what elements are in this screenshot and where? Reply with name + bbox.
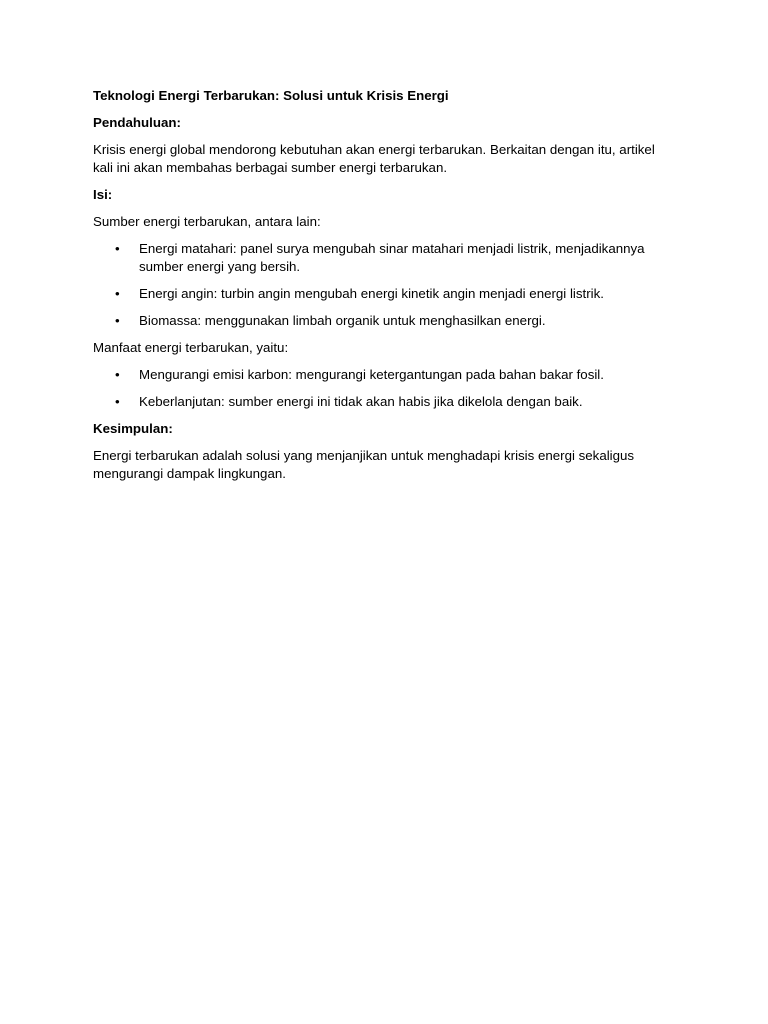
document-title: Teknologi Energi Terbarukan: Solusi untuk Krisis Energi [93, 88, 449, 103]
benefits-lead: Manfaat energi terbarukan, yaitu: [93, 340, 289, 355]
conclusion-heading: Kesimpulan: [93, 421, 173, 436]
benefits-list [93, 366, 672, 411]
list-item-text: Energi matahari: panel surya mengubah sinar matahari menjadi listrik, menjadikannya sumber energi yang bersih. [139, 241, 645, 274]
bullet-icon: • [115, 313, 120, 328]
bullet-icon: • [115, 286, 120, 301]
list-item-text: Biomassa: menggunakan limbah organik untuk menghasilkan energi. [139, 313, 546, 328]
conclusion-paragraph: Energi terbarukan adalah solusi yang menjanjikan untuk menghadapi krisis energi sekaligus mengurangi dampak lingkungan. [93, 448, 635, 481]
list-item [93, 366, 672, 384]
list-item-text: Energi angin: turbin angin mengubah energi kinetik angin menjadi energi listrik. [139, 286, 604, 301]
list-item [93, 393, 672, 411]
list-item [93, 240, 672, 276]
bullet-icon: • [115, 241, 120, 256]
intro-heading: Pendahuluan: [93, 115, 181, 130]
bullet-icon: • [115, 394, 120, 409]
sources-list [93, 240, 672, 330]
list-item [93, 285, 672, 303]
body-heading: Isi: [93, 187, 113, 202]
bullet-icon: • [115, 367, 120, 382]
list-item-text: Mengurangi emisi karbon: mengurangi ketergantungan pada bahan bakar fosil. [139, 367, 604, 382]
list-item-text: Keberlanjutan: sumber energi ini tidak akan habis jika dikelola dengan baik. [139, 394, 583, 409]
intro-paragraph: Krisis energi global mendorong kebutuhan akan energi terbarukan. Berkaitan dengan itu, artikel kali ini akan membahas berbagai sumber energi terbarukan. [93, 142, 655, 175]
sources-lead: Sumber energi terbarukan, antara lain: [93, 214, 321, 229]
list-item [93, 312, 672, 330]
